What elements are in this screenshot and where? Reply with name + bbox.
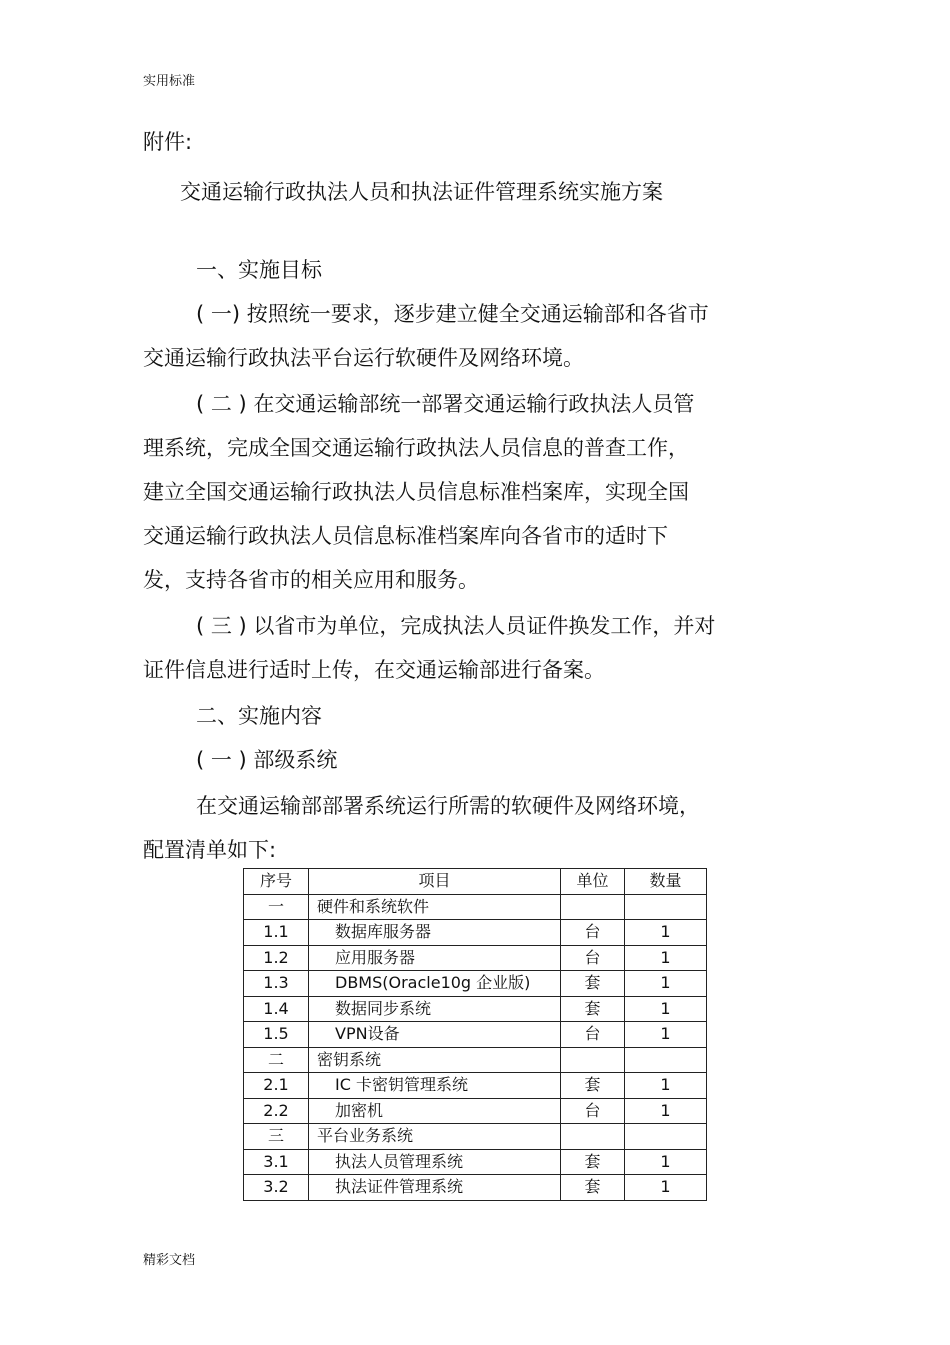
cell-unit: 套 — [561, 996, 625, 1022]
configuration-table — [243, 868, 707, 1201]
cell-unit: 套 — [561, 1149, 625, 1175]
cell-qty: 1 — [625, 1175, 707, 1201]
cell-no: 1.3 — [244, 971, 309, 997]
paragraph-line: 发，支持各省市的相关应用和服务。 — [143, 568, 479, 592]
cell-item: 数据同步系统 — [309, 996, 561, 1022]
cell-no: 2.2 — [244, 1098, 309, 1124]
paragraph-line: ( 三 ) 以省市为单位，完成执法人员证件换发工作，并对 — [196, 614, 716, 638]
paragraph-line: 交通运输行政执法平台运行软硬件及网络环境。 — [143, 346, 584, 370]
cell-qty: 1 — [625, 971, 707, 997]
section-heading-1: 一、实施目标 — [196, 258, 322, 282]
cell-unit: 套 — [561, 1175, 625, 1201]
paragraph-line: ( 二 ) 在交通运输部统一部署交通运输行政执法人员管 — [196, 392, 695, 416]
cell-qty: 1 — [625, 1073, 707, 1099]
cell-item: 密钥系统 — [309, 1047, 561, 1073]
table-row — [244, 894, 707, 920]
table-row — [244, 1175, 707, 1201]
header-qty: 数量 — [625, 869, 707, 895]
table-row — [244, 920, 707, 946]
paragraph-line: ( 一) 按照统一要求，逐步建立健全交通运输部和各省市 — [196, 302, 709, 326]
table-row — [244, 996, 707, 1022]
cell-unit: 台 — [561, 1022, 625, 1048]
cell-no: 1.1 — [244, 920, 309, 946]
page-header: 实用标准 — [143, 74, 196, 89]
cell-no: 二 — [244, 1047, 309, 1073]
cell-qty: 1 — [625, 1022, 707, 1048]
cell-unit — [561, 894, 625, 920]
paragraph-line: 建立全国交通运输行政执法人员信息标准档案库，实现全国 — [143, 480, 689, 504]
table-row — [244, 1022, 707, 1048]
cell-qty: 1 — [625, 1098, 707, 1124]
cell-no: 三 — [244, 1124, 309, 1150]
attachment-label: 附件: — [143, 130, 193, 154]
cell-item: 执法人员管理系统 — [309, 1149, 561, 1175]
section-heading-2: 二、实施内容 — [196, 704, 322, 728]
paragraph-line: 理系统，完成全国交通运输行政执法人员信息的普查工作， — [143, 436, 689, 460]
cell-qty: 1 — [625, 996, 707, 1022]
table-row — [244, 1124, 707, 1150]
cell-unit — [561, 1047, 625, 1073]
cell-unit: 套 — [561, 971, 625, 997]
cell-item: VPN设备 — [309, 1022, 561, 1048]
cell-no: 3.2 — [244, 1175, 309, 1201]
cell-unit — [561, 1124, 625, 1150]
cell-unit: 套 — [561, 1073, 625, 1099]
cell-item: 执法证件管理系统 — [309, 1175, 561, 1201]
cell-unit: 台 — [561, 1098, 625, 1124]
header-unit: 单位 — [561, 869, 625, 895]
cell-item: 硬件和系统软件 — [309, 894, 561, 920]
page-footer: 精彩文档 — [143, 1253, 196, 1268]
subsection-heading: ( 一 ) 部级系统 — [196, 748, 338, 772]
cell-qty — [625, 1124, 707, 1150]
paragraph-line: 配置清单如下: — [143, 838, 277, 862]
cell-qty: 1 — [625, 920, 707, 946]
cell-item: 应用服务器 — [309, 945, 561, 971]
cell-no: 1.5 — [244, 1022, 309, 1048]
table-header-row — [244, 869, 707, 895]
cell-qty — [625, 1047, 707, 1073]
cell-no: 1.2 — [244, 945, 309, 971]
header-item: 项目 — [309, 869, 561, 895]
table-row — [244, 1047, 707, 1073]
cell-item: 加密机 — [309, 1098, 561, 1124]
cell-item: 数据库服务器 — [309, 920, 561, 946]
header-no: 序号 — [244, 869, 309, 895]
table-row — [244, 1073, 707, 1099]
cell-qty: 1 — [625, 945, 707, 971]
cell-no: 2.1 — [244, 1073, 309, 1099]
cell-no: 1.4 — [244, 996, 309, 1022]
table-row — [244, 1149, 707, 1175]
cell-item: DBMS(Oracle10g 企业版) — [309, 971, 561, 997]
cell-unit: 台 — [561, 920, 625, 946]
cell-unit: 台 — [561, 945, 625, 971]
cell-no: 3.1 — [244, 1149, 309, 1175]
cell-item: IC 卡密钥管理系统 — [309, 1073, 561, 1099]
cell-qty: 1 — [625, 1149, 707, 1175]
table-row — [244, 945, 707, 971]
document-title: 交通运输行政执法人员和执法证件管理系统实施方案 — [180, 180, 663, 204]
table-row — [244, 1098, 707, 1124]
paragraph-line: 交通运输行政执法人员信息标准档案库向各省市的适时下 — [143, 524, 668, 548]
paragraph-line: 在交通运输部部署系统运行所需的软硬件及网络环境， — [196, 794, 700, 818]
cell-item: 平台业务系统 — [309, 1124, 561, 1150]
paragraph-line: 证件信息进行适时上传，在交通运输部进行备案。 — [143, 658, 605, 682]
table-row — [244, 971, 707, 997]
cell-qty — [625, 894, 707, 920]
cell-no: 一 — [244, 894, 309, 920]
